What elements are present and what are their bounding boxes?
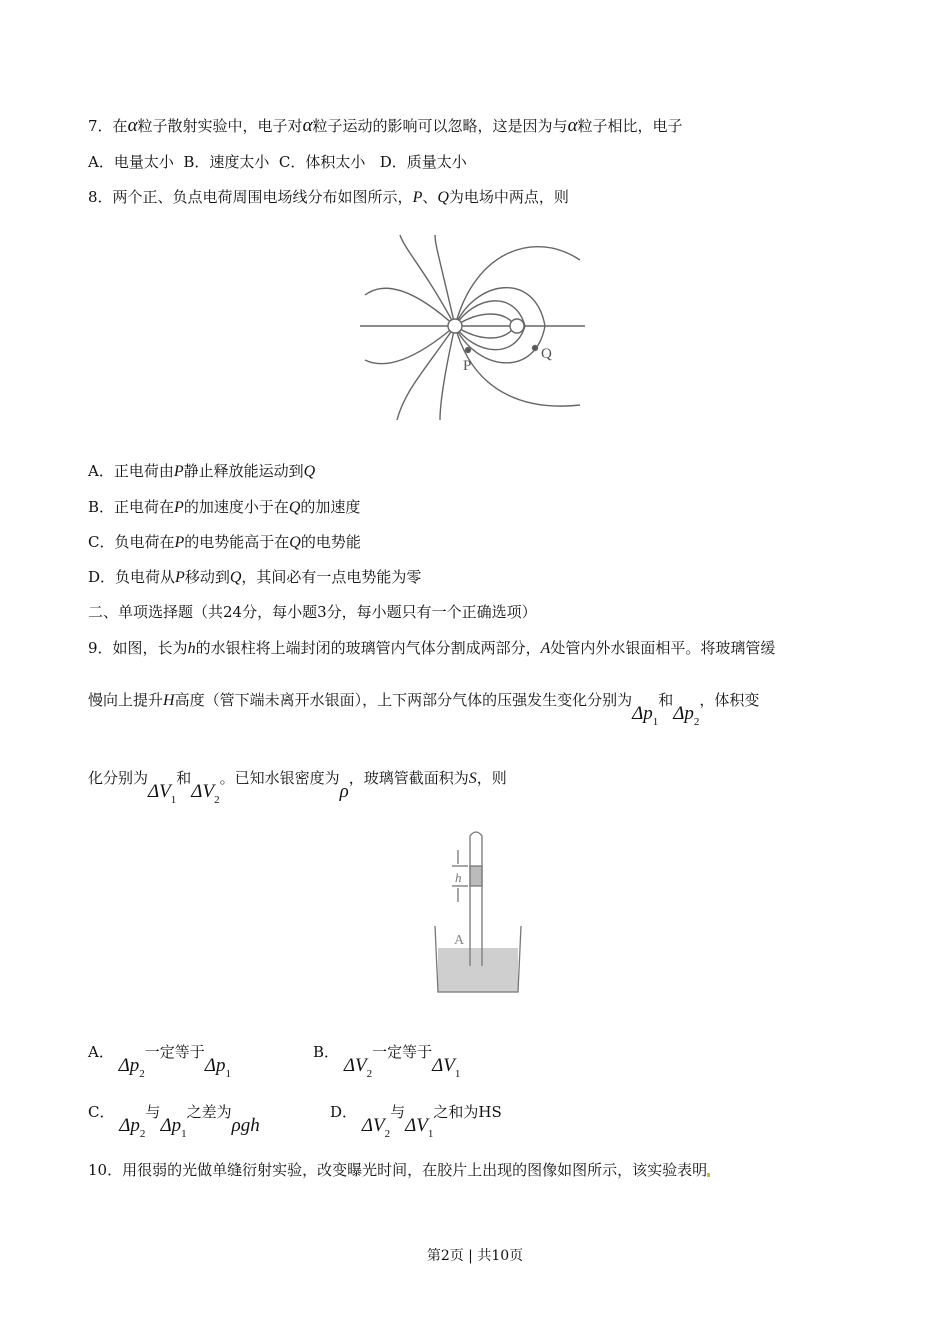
delta-p1: $\Delta p_1$ xyxy=(160,1115,187,1140)
q9-text: ，体积变 xyxy=(699,691,760,709)
field-line xyxy=(440,326,455,420)
q9-num: 9． xyxy=(88,639,113,657)
q10-num: 10． xyxy=(88,1161,123,1179)
var-q: Q xyxy=(229,569,242,586)
q9-text: 处管内外水银面相平。将玻璃管缓 xyxy=(550,639,776,657)
delta-v1: $\Delta V_1$ xyxy=(148,781,177,806)
opt-label: B． xyxy=(313,1043,340,1061)
q9-text: 如图，长为 xyxy=(112,639,188,657)
delta-v2: $\Delta V_2$ xyxy=(343,1055,373,1080)
delta-p1: $\Delta p_1$ xyxy=(204,1055,231,1080)
delta-v1: $\Delta V_1$ xyxy=(432,1055,461,1080)
opt-text: 之差为 xyxy=(186,1103,232,1121)
opt-text: 的加速度小于在 xyxy=(183,498,289,516)
q8-option-a xyxy=(88,461,315,482)
q8-text: 为电场中两点，则 xyxy=(448,188,569,206)
rho-symbol: ρ xyxy=(339,781,349,802)
field-line xyxy=(397,326,455,420)
var-a: A xyxy=(540,640,551,657)
opt-text: 的加速度 xyxy=(300,498,361,516)
q9-text: 。已知水银密度为 xyxy=(219,769,340,787)
opt-text: 的电势能 xyxy=(300,533,361,551)
field-line xyxy=(365,288,455,326)
question-9-line1 xyxy=(88,638,775,659)
q9-text: 的水银柱将上端封闭的玻璃管内气体分割成两部分， xyxy=(195,639,541,657)
var-q: Q xyxy=(303,463,316,480)
q8-num: 8． xyxy=(88,188,113,206)
label-p: P xyxy=(463,358,472,374)
var-p: P xyxy=(412,189,423,206)
alpha-symbol: α xyxy=(302,115,313,136)
opt-text: 一定等于 xyxy=(372,1043,433,1061)
q8-option-d xyxy=(88,567,421,588)
label-h: h xyxy=(455,870,462,885)
label-q: Q xyxy=(541,346,552,362)
tube-mercury xyxy=(471,948,481,966)
point-q xyxy=(533,346,538,351)
question-10 xyxy=(88,1160,710,1180)
q9-text: 高度（管下端未离开水银面），上下两部分气体的压强发生变化分别为 xyxy=(174,691,633,709)
positive-charge xyxy=(448,319,462,333)
page-footer: 第2页 | 共10页 xyxy=(426,1248,524,1264)
opt-text: ，其间必有一点电势能为零 xyxy=(241,568,422,586)
opt-text: B．正电荷在 xyxy=(88,498,175,516)
q8-text: 两个正、负点电荷周围电场线分布如图所示， xyxy=(112,188,413,206)
rho-g-h: ρgh xyxy=(231,1115,260,1136)
q7-text: 粒子相比，电子 xyxy=(577,117,683,135)
q9-option-a xyxy=(88,1042,231,1084)
q7-text: 粒子散射实验中，电子对 xyxy=(137,117,303,135)
point-p xyxy=(466,348,471,353)
opt-text: 的电势能高于在 xyxy=(184,533,290,551)
delta-p2: $\Delta p_2$ xyxy=(673,703,700,728)
negative-charge xyxy=(510,319,524,333)
opt-text: C．负电荷在 xyxy=(88,533,175,551)
question-9-line3 xyxy=(88,768,507,810)
q7-num: 7． xyxy=(88,117,113,135)
delta-p2: $\Delta p_2$ xyxy=(118,1055,145,1080)
q9-option-d xyxy=(330,1102,502,1144)
opt-text: 与 xyxy=(390,1103,406,1121)
q9-text: ，玻璃管截面积为 xyxy=(348,769,469,787)
q8-option-b xyxy=(88,497,360,518)
delta-v2: $\Delta V_2$ xyxy=(191,781,220,806)
question-8 xyxy=(88,187,569,208)
q9-text: 和 xyxy=(658,691,674,709)
var-p: P xyxy=(173,463,184,480)
q9-option-c xyxy=(88,1102,260,1144)
opt-text: A．正电荷由 xyxy=(88,462,174,480)
var-q: Q xyxy=(437,189,449,206)
q8-option-c xyxy=(88,532,361,553)
q7-text: 粒子运动的影响可以忽略，这是因为与 xyxy=(312,117,568,135)
q9-text: 慢向上提升 xyxy=(88,691,164,709)
cursor-mark xyxy=(707,1173,710,1177)
mercury-column xyxy=(470,866,482,886)
electric-field-figure xyxy=(355,230,590,425)
opt-text: 一定等于 xyxy=(144,1043,205,1061)
q8-sep: 、 xyxy=(422,188,438,206)
opt-text: 与 xyxy=(145,1103,161,1121)
var-q: Q xyxy=(289,534,301,551)
var-h: h xyxy=(187,640,196,657)
opt-text: 之和为HS xyxy=(433,1103,502,1121)
field-line xyxy=(400,235,455,326)
opt-label: C． xyxy=(88,1103,115,1121)
var-p: P xyxy=(174,499,184,516)
opt-label: D． xyxy=(330,1103,358,1121)
question-9-line2 xyxy=(88,690,759,732)
delta-p1: $\Delta p_1$ xyxy=(632,703,659,728)
field-line xyxy=(455,326,580,406)
alpha-symbol: α xyxy=(127,115,138,136)
var-H: H xyxy=(163,692,175,709)
var-p: P xyxy=(175,569,185,586)
opt-text: 移动到 xyxy=(184,568,230,586)
question-7 xyxy=(88,116,683,136)
mercury-tube-figure xyxy=(430,828,525,998)
opt-label: A． xyxy=(88,1043,114,1061)
opt-text: D．负电荷从 xyxy=(88,568,176,586)
alpha-symbol: α xyxy=(567,115,578,136)
var-p: P xyxy=(174,534,185,551)
q10-text: 用很弱的光做单缝衍射实验，改变曝光时间，在胶片上出现的图像如图所示，该实验表明 xyxy=(122,1161,708,1179)
section-heading: 二、单项选择题（共24分，每小题3分，每小题只有一个正确选项） xyxy=(88,603,537,621)
q9-text: 和 xyxy=(176,769,192,787)
field-line xyxy=(455,247,580,326)
q9-text: 化分别为 xyxy=(88,769,149,787)
delta-v1: $\Delta V_1$ xyxy=(405,1115,434,1140)
var-s: S xyxy=(468,770,477,787)
glass-tube xyxy=(470,832,482,966)
q9-option-b xyxy=(313,1042,460,1084)
q9-text: ，则 xyxy=(476,769,507,787)
label-a: A xyxy=(454,933,465,948)
opt-text: 静止释放能运动到 xyxy=(183,462,304,480)
q7-text: 在 xyxy=(112,117,128,135)
delta-p2: $\Delta p_2$ xyxy=(119,1115,146,1140)
q7-options: A．电量太小 B．速度太小 C．体积太小 D．质量太小 xyxy=(88,153,467,171)
delta-v2: $\Delta V_2$ xyxy=(361,1115,391,1140)
var-q: Q xyxy=(288,499,301,516)
